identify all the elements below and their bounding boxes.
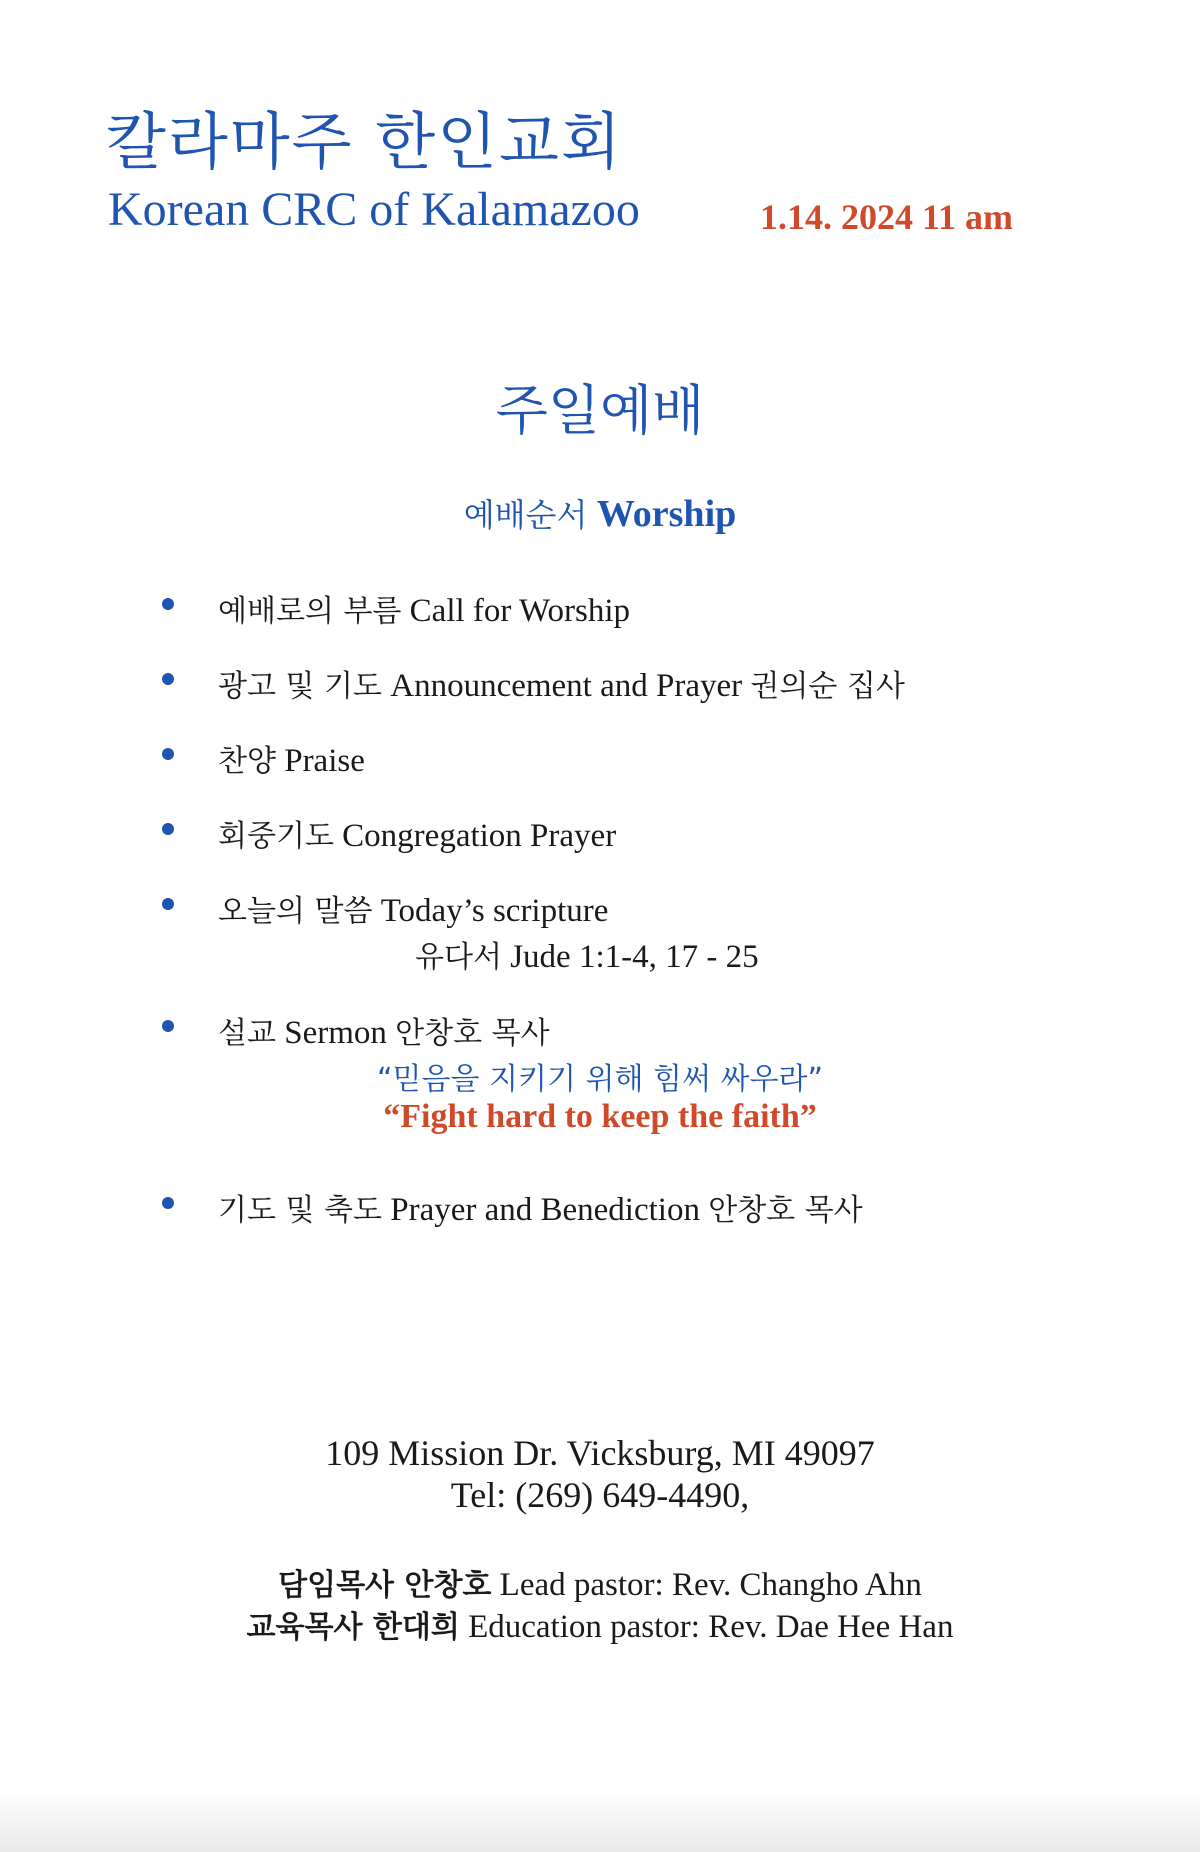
bullet-icon [162, 823, 174, 835]
order-item-korean: 회중기도 [218, 819, 334, 854]
church-name-english: Korean CRC of Kalamazoo [108, 183, 640, 236]
order-item-korean: 기도 및 축도 [218, 1193, 382, 1228]
service-title: 주일예배 [495, 379, 705, 442]
order-item-english: Today’s scripture [380, 893, 609, 929]
order-item-leader: 안창호 목사 [395, 1016, 550, 1051]
order-item-english: Congregation Prayer [342, 818, 617, 854]
lead-pastor-english: Lead pastor: Rev. Changho Ahn [499, 1567, 922, 1603]
order-item-text [218, 1008, 550, 1052]
order-item-text [218, 886, 608, 930]
order-item-text [218, 1185, 863, 1229]
lead-pastor-korean: 담임목사 안창호 [278, 1568, 492, 1603]
order-item-text [218, 661, 905, 705]
order-item-korean: 예배로의 부름 [218, 594, 402, 629]
education-pastor-korean: 교육목사 한대희 [246, 1610, 460, 1645]
order-heading-korean: 예배순서 [463, 496, 588, 534]
bullet-icon [162, 673, 174, 685]
scripture-book-korean: 유다서 [415, 940, 502, 975]
order-item-text [218, 811, 616, 855]
scripture-reference [415, 932, 759, 976]
bullet-icon [162, 1020, 174, 1032]
order-item-leader: 권의순 집사 [750, 669, 905, 704]
scripture-passage: Jude 1:1-4, 17 - 25 [510, 939, 759, 975]
education-pastor-line [0, 1602, 1200, 1646]
service-date-time: 1.14. 2024 11 am [760, 197, 1014, 237]
order-item-english: Praise [284, 743, 365, 779]
lead-pastor-line [0, 1560, 1200, 1604]
bullet-icon [162, 598, 174, 610]
order-item-korean: 광고 및 기도 [218, 669, 382, 704]
order-item-korean: 오늘의 말씀 [218, 894, 373, 929]
order-item-english: Prayer and Benediction [390, 1192, 700, 1228]
sermon-title-korean: “믿음을 지키기 위해 힘써 싸우라” [377, 1062, 823, 1097]
order-item-korean: 설교 [218, 1016, 276, 1051]
order-item-english: Announcement and Prayer [390, 668, 743, 704]
order-item-text [218, 586, 630, 630]
order-of-worship-heading [0, 490, 1200, 536]
order-item-english: Sermon [284, 1015, 387, 1051]
bullet-icon [162, 1197, 174, 1209]
order-item-english: Call for Worship [409, 593, 631, 629]
church-phone: Tel: (269) 649-4490, [450, 1475, 750, 1515]
education-pastor-english: Education pastor: Rev. Dae Hee Han [468, 1609, 954, 1645]
sermon-title-english: “Fight hard to keep the faith” [383, 1098, 817, 1135]
order-item-korean: 찬양 [218, 744, 276, 779]
page-bottom-shadow [0, 1792, 1200, 1852]
bullet-icon [162, 748, 174, 760]
order-item-text [218, 736, 365, 780]
bullet-icon [162, 898, 174, 910]
church-name-korean: 칼라마주 한인교회 [106, 105, 623, 178]
order-item-leader: 안창호 목사 [708, 1193, 863, 1228]
order-heading-english: Worship [596, 493, 737, 535]
church-address: 109 Mission Dr. Vicksburg, MI 49097 [325, 1433, 875, 1473]
